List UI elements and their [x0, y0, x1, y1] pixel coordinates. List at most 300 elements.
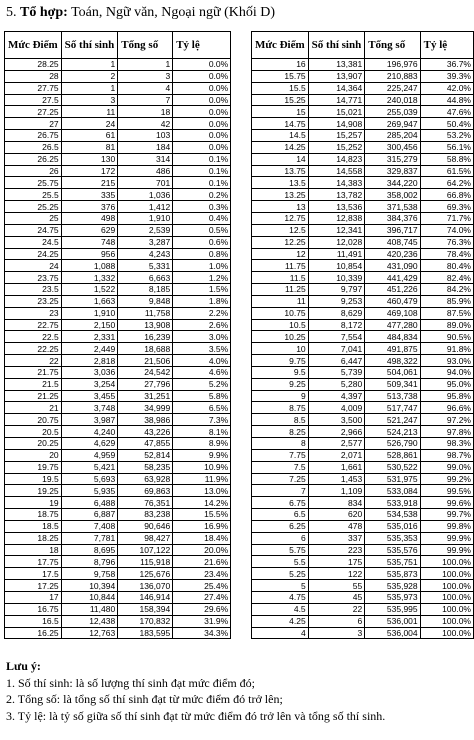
cell-total: 11,758	[118, 307, 173, 319]
cell-ratio: 99.9%	[420, 532, 473, 544]
section-heading	[6, 5, 275, 21]
cell-ratio: 98.7%	[420, 449, 473, 461]
cell-ratio: 76.3%	[420, 236, 473, 248]
table-row	[252, 603, 474, 615]
cell-score: 24	[5, 260, 62, 272]
cell-score: 24.25	[5, 248, 62, 260]
cell-score: 9.75	[252, 355, 309, 367]
cell-ratio: 0.0%	[173, 94, 231, 106]
cell-total: 52,814	[118, 449, 173, 461]
cell-score: 7.75	[252, 449, 309, 461]
table-row	[252, 70, 474, 82]
cell-total: 469,108	[365, 307, 420, 319]
cell-total: 7	[118, 94, 173, 106]
table-row	[252, 461, 474, 473]
cell-ratio: 53.2%	[420, 130, 473, 142]
cell-total: 420,236	[365, 248, 420, 260]
cell-ratio: 2.2%	[173, 307, 231, 319]
cell-ratio: 85.9%	[420, 295, 473, 307]
cell-score: 16.5	[5, 615, 62, 627]
table-row	[252, 141, 474, 153]
cell-count: 130	[61, 153, 118, 165]
cell-ratio: 96.6%	[420, 402, 473, 414]
cell-count: 1,088	[61, 260, 118, 272]
cell-total: 329,837	[365, 165, 420, 177]
cell-ratio: 91.8%	[420, 343, 473, 355]
cell-count: 2,818	[61, 355, 118, 367]
cell-ratio: 0.0%	[173, 130, 231, 142]
cell-score: 24.75	[5, 224, 62, 236]
cell-total: 83,238	[118, 509, 173, 521]
table-row	[5, 402, 231, 414]
cell-score: 13	[252, 201, 309, 213]
cell-ratio: 99.5%	[420, 485, 473, 497]
cell-count: 335	[61, 189, 118, 201]
table-row	[5, 224, 231, 236]
table-row	[252, 284, 474, 296]
cell-total: 491,875	[365, 343, 420, 355]
cell-ratio: 74.0%	[420, 224, 473, 236]
cell-score: 10.25	[252, 331, 309, 343]
cell-count: 11,480	[61, 603, 118, 615]
cell-ratio: 0.0%	[173, 106, 231, 118]
cell-count: 2,150	[61, 319, 118, 331]
cell-ratio: 1.8%	[173, 295, 231, 307]
cell-total: 441,429	[365, 272, 420, 284]
cell-count: 3,254	[61, 378, 118, 390]
cell-score: 10	[252, 343, 309, 355]
cell-count: 748	[61, 236, 118, 248]
table-row	[5, 378, 231, 390]
cell-score: 8.75	[252, 402, 309, 414]
cell-score: 28.25	[5, 59, 62, 71]
cell-ratio: 58.8%	[420, 153, 473, 165]
cell-score: 4	[252, 627, 309, 639]
cell-count: 13,782	[308, 189, 365, 201]
cell-total: 125,676	[118, 568, 173, 580]
table-row	[252, 295, 474, 307]
cell-ratio: 0.0%	[173, 82, 231, 94]
cell-score: 18.5	[5, 520, 62, 532]
cell-ratio: 50.4%	[420, 118, 473, 130]
table-row	[252, 532, 474, 544]
cell-score: 14.5	[252, 130, 309, 142]
cell-total: 528,861	[365, 449, 420, 461]
cell-total: 536,001	[365, 615, 420, 627]
table-row	[5, 426, 231, 438]
cell-total: 484,834	[365, 331, 420, 343]
cell-total: 315,279	[365, 153, 420, 165]
cell-total: 240,018	[365, 94, 420, 106]
table-row	[5, 544, 231, 556]
cell-count: 620	[308, 509, 365, 521]
cell-score: 10.75	[252, 307, 309, 319]
cell-total: 42	[118, 118, 173, 130]
cell-score: 7.5	[252, 461, 309, 473]
table-row	[5, 509, 231, 521]
table-row	[252, 426, 474, 438]
cell-total: 183,595	[118, 627, 173, 639]
cell-count: 10,844	[61, 591, 118, 603]
cell-total: 158,394	[118, 603, 173, 615]
cell-count: 5,421	[61, 461, 118, 473]
cell-total: 146,914	[118, 591, 173, 603]
cell-count: 1	[61, 59, 118, 71]
cell-count: 122	[308, 568, 365, 580]
cell-total: 526,790	[365, 438, 420, 450]
cell-score: 12.75	[252, 212, 309, 224]
cell-count: 12,838	[308, 212, 365, 224]
cell-count: 6,488	[61, 497, 118, 509]
cell-ratio: 1.5%	[173, 284, 231, 296]
cell-total: 34,999	[118, 402, 173, 414]
cell-ratio: 0.1%	[173, 153, 231, 165]
cell-count: 6,887	[61, 509, 118, 521]
cell-ratio: 13.0%	[173, 485, 231, 497]
cell-ratio: 87.5%	[420, 307, 473, 319]
cell-ratio: 8.1%	[173, 426, 231, 438]
cell-score: 15.5	[252, 82, 309, 94]
cell-ratio: 6.5%	[173, 402, 231, 414]
cell-ratio: 99.9%	[420, 544, 473, 556]
table-row	[5, 106, 231, 118]
table-row	[5, 461, 231, 473]
cell-total: 31,251	[118, 390, 173, 402]
cell-score: 4.75	[252, 591, 309, 603]
cell-score: 7	[252, 485, 309, 497]
cell-ratio: 95.0%	[420, 378, 473, 390]
cell-count: 175	[308, 556, 365, 568]
table-row	[252, 224, 474, 236]
cell-count: 1,522	[61, 284, 118, 296]
cell-ratio: 27.4%	[173, 591, 231, 603]
header-count: Số thí sinh	[308, 32, 365, 59]
cell-count: 12,438	[61, 615, 118, 627]
cell-score: 27.75	[5, 82, 62, 94]
table-row	[5, 212, 231, 224]
cell-count: 11,491	[308, 248, 365, 260]
cell-count: 14,383	[308, 177, 365, 189]
cell-ratio: 100.0%	[420, 591, 473, 603]
cell-ratio: 0.2%	[173, 189, 231, 201]
cell-count: 8,695	[61, 544, 118, 556]
cell-count: 61	[61, 130, 118, 142]
cell-total: 531,975	[365, 473, 420, 485]
cell-score: 20.75	[5, 414, 62, 426]
cell-count: 13,381	[308, 59, 365, 71]
table-row	[5, 615, 231, 627]
table-row	[252, 59, 474, 71]
table-row	[5, 355, 231, 367]
cell-count: 81	[61, 141, 118, 153]
table-row	[252, 189, 474, 201]
header-ratio: Tỷ lệ	[173, 32, 231, 59]
cell-count: 1,109	[308, 485, 365, 497]
cell-ratio: 4.6%	[173, 366, 231, 378]
cell-count: 13,907	[308, 70, 365, 82]
cell-ratio: 94.0%	[420, 366, 473, 378]
table-row	[5, 497, 231, 509]
cell-ratio: 1.0%	[173, 260, 231, 272]
cell-score: 9.5	[252, 366, 309, 378]
table-row	[252, 390, 474, 402]
table-row	[5, 556, 231, 568]
table-row	[5, 284, 231, 296]
cell-total: 384,376	[365, 212, 420, 224]
cell-total: 535,873	[365, 568, 420, 580]
table-row	[5, 94, 231, 106]
cell-ratio: 0.1%	[173, 177, 231, 189]
cell-count: 4,629	[61, 438, 118, 450]
cell-count: 4,959	[61, 449, 118, 461]
cell-total: 524,213	[365, 426, 420, 438]
cell-ratio: 61.5%	[420, 165, 473, 177]
table-row	[5, 118, 231, 130]
cell-ratio: 98.3%	[420, 438, 473, 450]
cell-ratio: 100.0%	[420, 603, 473, 615]
table-row	[252, 94, 474, 106]
cell-count: 7,554	[308, 331, 365, 343]
cell-count: 12,341	[308, 224, 365, 236]
table-row	[5, 165, 231, 177]
cell-total: 255,039	[365, 106, 420, 118]
table-row	[5, 449, 231, 461]
cell-ratio: 5.2%	[173, 378, 231, 390]
table-row	[252, 520, 474, 532]
table-row	[252, 260, 474, 272]
cell-score: 7.25	[252, 473, 309, 485]
cell-total: 1,412	[118, 201, 173, 213]
table-row	[252, 497, 474, 509]
cell-total: 47,855	[118, 438, 173, 450]
table-row	[252, 343, 474, 355]
cell-score: 8.25	[252, 426, 309, 438]
cell-score: 22.25	[5, 343, 62, 355]
cell-count: 478	[308, 520, 365, 532]
cell-ratio: 64.2%	[420, 177, 473, 189]
cell-score: 13.75	[252, 165, 309, 177]
cell-score: 11	[252, 295, 309, 307]
table-row	[252, 177, 474, 189]
cell-score: 22.75	[5, 319, 62, 331]
cell-count: 8,172	[308, 319, 365, 331]
cell-ratio: 80.4%	[420, 260, 473, 272]
cell-ratio: 69.3%	[420, 201, 473, 213]
cell-score: 16	[252, 59, 309, 71]
table-row	[5, 177, 231, 189]
header-score: Mức Điểm	[5, 32, 62, 59]
cell-score: 19.5	[5, 473, 62, 485]
cell-count: 337	[308, 532, 365, 544]
cell-count: 45	[308, 591, 365, 603]
cell-total: 534,538	[365, 509, 420, 521]
cell-score: 6.75	[252, 497, 309, 509]
cell-count: 834	[308, 497, 365, 509]
cell-ratio: 95.8%	[420, 390, 473, 402]
cell-ratio: 82.4%	[420, 272, 473, 284]
cell-total: 498,322	[365, 355, 420, 367]
cell-count: 629	[61, 224, 118, 236]
cell-total: 210,883	[365, 70, 420, 82]
cell-count: 4,240	[61, 426, 118, 438]
cell-total: 24,542	[118, 366, 173, 378]
cell-score: 26.5	[5, 141, 62, 153]
cell-count: 10,854	[308, 260, 365, 272]
cell-total: 535,995	[365, 603, 420, 615]
cell-count: 5,935	[61, 485, 118, 497]
cell-ratio: 15.5%	[173, 509, 231, 521]
cell-score: 11.5	[252, 272, 309, 284]
cell-ratio: 100.0%	[420, 615, 473, 627]
cell-total: 535,353	[365, 532, 420, 544]
cell-ratio: 71.7%	[420, 212, 473, 224]
cell-total: 1,910	[118, 212, 173, 224]
table-row	[252, 272, 474, 284]
cell-total: 98,427	[118, 532, 173, 544]
notes-title: Lưu ý:	[6, 659, 41, 673]
cell-total: 533,918	[365, 497, 420, 509]
cell-score: 19.25	[5, 485, 62, 497]
cell-count: 223	[308, 544, 365, 556]
cell-score: 25.5	[5, 189, 62, 201]
cell-total: 3,287	[118, 236, 173, 248]
table-row	[5, 568, 231, 580]
cell-score: 20	[5, 449, 62, 461]
cell-score: 6.25	[252, 520, 309, 532]
table-row	[5, 627, 231, 639]
table-row	[252, 378, 474, 390]
cell-total: 285,204	[365, 130, 420, 142]
table-row	[5, 473, 231, 485]
cell-total: 27,796	[118, 378, 173, 390]
cell-ratio: 36.7%	[420, 59, 473, 71]
table-row	[252, 366, 474, 378]
cell-total: 103	[118, 130, 173, 142]
cell-ratio: 11.9%	[173, 473, 231, 485]
cell-score: 12.25	[252, 236, 309, 248]
cell-total: 451,226	[365, 284, 420, 296]
note-item: 1. Số thí sinh: là số lượng thí sinh đạt mức điểm đó;	[6, 675, 256, 690]
cell-ratio: 3.0%	[173, 331, 231, 343]
cell-ratio: 10.9%	[173, 461, 231, 473]
cell-score: 11.25	[252, 284, 309, 296]
cell-total: 1	[118, 59, 173, 71]
cell-score: 5.5	[252, 556, 309, 568]
cell-score: 14.25	[252, 141, 309, 153]
cell-ratio: 16.9%	[173, 520, 231, 532]
cell-ratio: 21.6%	[173, 556, 231, 568]
cell-ratio: 0.0%	[173, 118, 231, 130]
cell-score: 4.5	[252, 603, 309, 615]
cell-count: 15,257	[308, 130, 365, 142]
cell-count: 1,453	[308, 473, 365, 485]
cell-count: 14,771	[308, 94, 365, 106]
table-row	[252, 615, 474, 627]
cell-ratio: 100.0%	[420, 568, 473, 580]
cell-ratio: 34.3%	[173, 627, 231, 639]
cell-score: 22.5	[5, 331, 62, 343]
cell-count: 15,252	[308, 141, 365, 153]
cell-count: 5,739	[308, 366, 365, 378]
cell-ratio: 3.5%	[173, 343, 231, 355]
cell-score: 17.25	[5, 580, 62, 592]
cell-ratio: 78.4%	[420, 248, 473, 260]
cell-score: 17	[5, 591, 62, 603]
cell-total: 517,747	[365, 402, 420, 414]
cell-count: 2,966	[308, 426, 365, 438]
cell-ratio: 1.2%	[173, 272, 231, 284]
cell-ratio: 0.4%	[173, 212, 231, 224]
cell-score: 14	[252, 153, 309, 165]
cell-count: 2,071	[308, 449, 365, 461]
cell-count: 8,629	[308, 307, 365, 319]
table-row	[5, 438, 231, 450]
cell-ratio: 0.6%	[173, 236, 231, 248]
table-row	[252, 509, 474, 521]
section-number: 5.	[6, 5, 17, 20]
cell-count: 3	[61, 94, 118, 106]
cell-total: 13,908	[118, 319, 173, 331]
cell-count: 6,447	[308, 355, 365, 367]
cell-score: 12	[252, 248, 309, 260]
cell-score: 5	[252, 580, 309, 592]
table-row	[5, 189, 231, 201]
table-row	[5, 331, 231, 343]
table-row	[252, 544, 474, 556]
cell-ratio: 4.0%	[173, 355, 231, 367]
cell-count: 5,693	[61, 473, 118, 485]
cell-ratio: 8.9%	[173, 438, 231, 450]
cell-ratio: 20.0%	[173, 544, 231, 556]
cell-score: 5.25	[252, 568, 309, 580]
cell-count: 498	[61, 212, 118, 224]
cell-score: 4.25	[252, 615, 309, 627]
cell-count: 3	[308, 627, 365, 639]
cell-score: 16.25	[5, 627, 62, 639]
cell-score: 26.25	[5, 153, 62, 165]
cell-score: 27.25	[5, 106, 62, 118]
cell-score: 24.5	[5, 236, 62, 248]
section-label: Tổ hợp:	[20, 5, 68, 20]
cell-count: 215	[61, 177, 118, 189]
cell-ratio: 29.6%	[173, 603, 231, 615]
cell-count: 172	[61, 165, 118, 177]
header-count: Số thí sinh	[61, 32, 118, 59]
header-ratio: Tỷ lệ	[420, 32, 473, 59]
cell-count: 3,500	[308, 414, 365, 426]
cell-score: 9	[252, 390, 309, 402]
cell-total: 58,235	[118, 461, 173, 473]
cell-count: 3,455	[61, 390, 118, 402]
cell-score: 6.5	[252, 509, 309, 521]
cell-ratio: 66.8%	[420, 189, 473, 201]
cell-count: 10,339	[308, 272, 365, 284]
table-row	[5, 59, 231, 71]
table-row	[5, 580, 231, 592]
table-row	[5, 603, 231, 615]
cell-total: 535,973	[365, 591, 420, 603]
cell-ratio: 99.7%	[420, 509, 473, 521]
cell-count: 2,331	[61, 331, 118, 343]
cell-ratio: 99.8%	[420, 520, 473, 532]
cell-ratio: 84.2%	[420, 284, 473, 296]
cell-count: 1	[61, 82, 118, 94]
cell-count: 4,009	[308, 402, 365, 414]
cell-total: 536,004	[365, 627, 420, 639]
table-row	[252, 212, 474, 224]
table-row	[252, 449, 474, 461]
cell-total: 300,456	[365, 141, 420, 153]
